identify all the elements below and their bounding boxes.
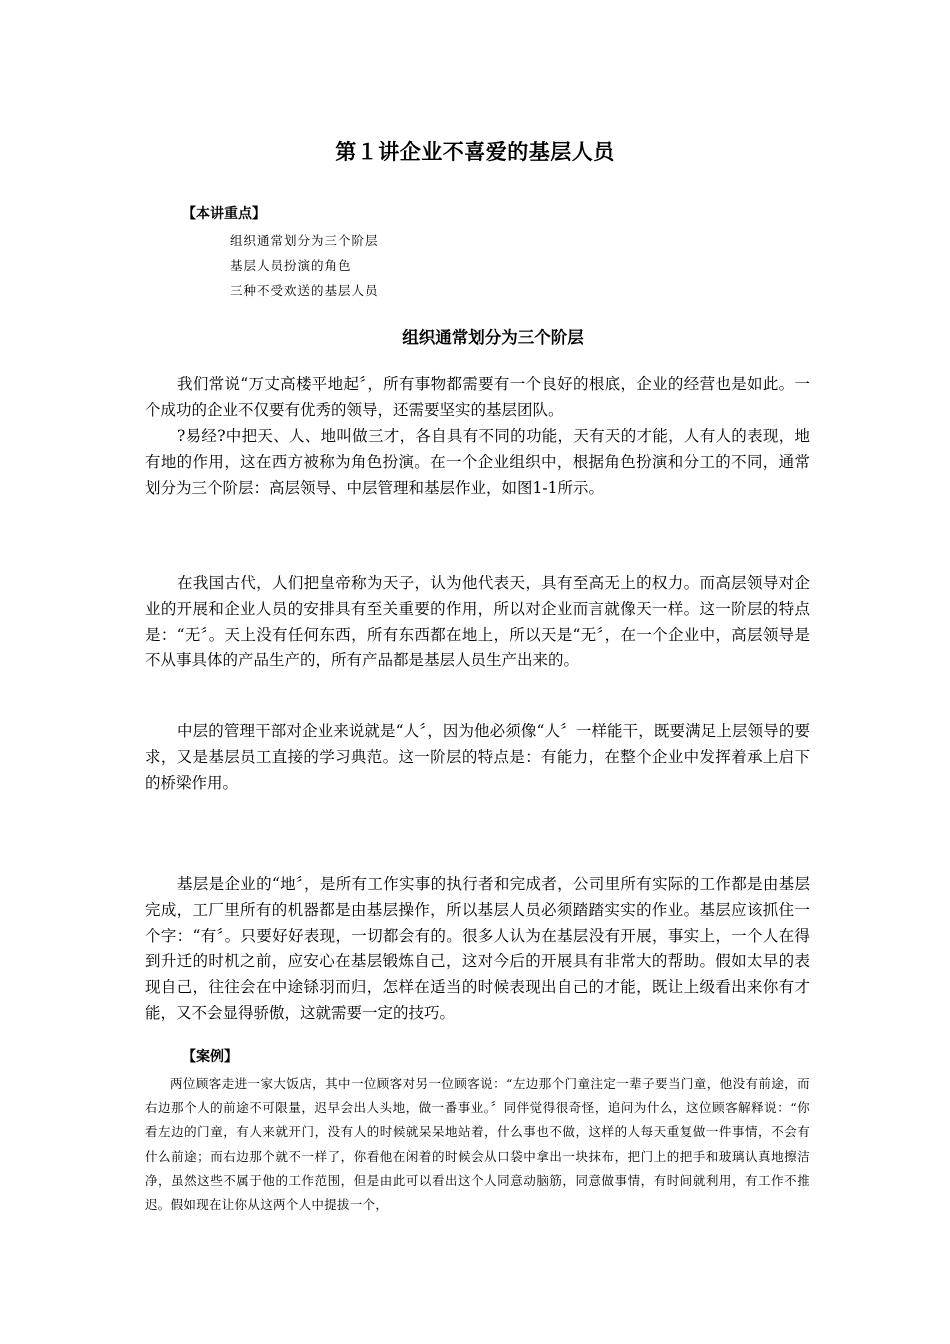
key-point-item: 三种不受欢送的基层人员 [230,283,379,298]
body-paragraph: 基层是企业的“地〞，是所有工作实事的执行者和完成者，公司里所有实际的工作都是由基层完成，工厂里所有的机器都是由基层操作，所以基层人员必须踏踏实实的作业。基层应该抓住一个字：“有〞。只要好好表现，一切都会有的。很多人认为在基层没有开展，事实上，一个人在得到升迁的时机之前，应安心在基层锻炼自己，这对今后的开展具有非常大的帮助。假如太早的表现自己，往往会在中途铩羽而归，怎样在适当的时候表现出自己的才能，既让上级看出来你有才能，又不会显得骄傲，这就需要一定的技巧。 [145,875,810,1022]
body-paragraph: ?易经?中把天、人、地叫做三才，各自具有不同的功能，天有天的才能，人有人的表现，地有地的作用，这在西方被称为角色扮演。在一个企业组织中，根据角色扮演和分工的不同，通常划分为三个阶层：高层领导、中层管理和基层作业，如图1-1所示。 [145,427,810,497]
key-points-list [230,228,379,303]
body-paragraph: 中层的管理干部对企业来说就是“人〞，因为他必须像“人〞一样能干，既要满足上层领导的要求，又是基层员工直接的学习典范。这一阶层的特点是：有能力，在整个企业中发挥着承上启下的桥梁作用。 [145,722,810,792]
case-paragraph: 两位顾客走进一家大饭店，其中一位顾客对另一位顾客说：“左边那个门童注定一辈子要当门童，他没有前途，而右边那个人的前途不可限量，迟早会出人头地，做一番事业。〞同伴觉得很奇怪，追问为什么，这位顾客解释说：“你看左边的门童，有人来就开门，没有人的时候就呆呆地站着，什么事也不做，这样的人每天重复做一件事情，不会有什么前途；而右边那个就不一样了，你看他在闲着的时候会从口袋中拿出一块抹布，把门上的把手和玻璃认真地擦洁净，虽然这些不属于他的工作范围，但是由此可以看出这个人同意动脑筋，同意做事情，有时间就利用，有工作不推迟。假如现在让你从这两个人中提拔一个， [145,1076,810,1213]
key-point-item: 组织通常划分为三个阶层 [230,233,379,248]
body-paragraph: 在我国古代，人们把皇帝称为天子，认为他代表天，具有至高无上的权力。而高层领导对企业的开展和企业人员的安排具有至关重要的作用，所以对企业而言就像天一样。这一阶层的特点是：“无〞。天上没有任何东西，所有东西都在地上，所以天是“无〞，在一个企业中，高层领导是不从事具体的产品生产的，所有产品都是基层人员生产出来的。 [145,574,810,670]
key-points-heading: 【本讲重点】 [182,206,266,222]
key-point-item: 基层人员扮演的角色 [230,258,352,273]
section-heading: 组织通常划分为三个阶层 [402,328,584,347]
page-title: 第１讲企业不喜爱的基层人员 [335,140,615,164]
case-heading: 【案例】 [182,1049,238,1065]
body-paragraph: 我们常说“万丈高楼平地起〞，所有事物都需要有一个良好的根底，企业的经营也是如此。一个成功的企业不仅要有优秀的领导，还需要坚实的基层团队。 [145,375,810,419]
